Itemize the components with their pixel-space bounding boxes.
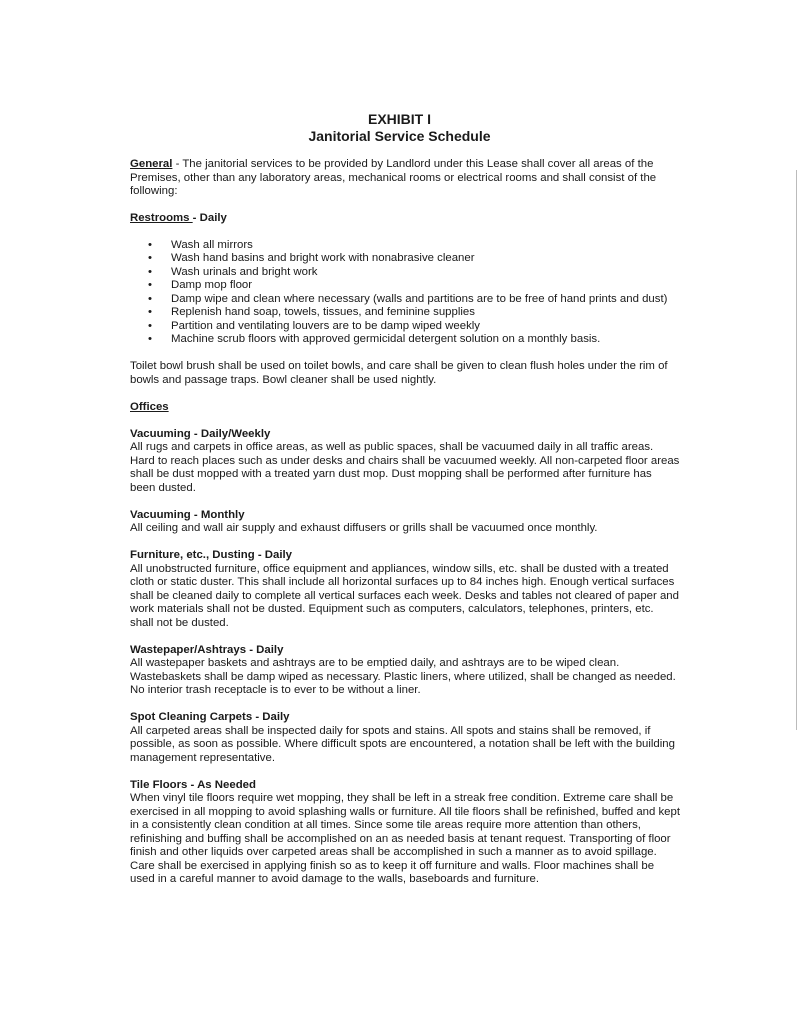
section-vacuuming-daily-weekly <box>130 428 680 496</box>
list-item: • Damp mop floor <box>130 279 680 293</box>
section-wastepaper-ashtrays <box>130 644 680 698</box>
document-title: Janitorial Service Schedule <box>308 128 491 144</box>
document-header <box>0 111 799 145</box>
section-text: All unobstructed furniture, office equipment and appliances, window sills, etc. shall be dusted with a treated cloth or static duster. This shall include all horizontal surfaces up to 84 inches high. Enough vertical surfaces shall be cleaned daily to complete all vertical surfaces each week. Desks and tables not cleared of paper and work materials shall not be dusted. Equipment such as computers, calculators, telephones, printers, etc. shall not be dusted. <box>130 562 679 629</box>
restrooms-heading <box>130 212 680 226</box>
section-text: All ceiling and wall air supply and exhaust diffusers or grills shall be vacuumed once monthly. <box>130 522 598 534</box>
section-tile-floors <box>130 779 680 887</box>
general-paragraph <box>130 158 680 199</box>
section-text: All rugs and carpets in office areas, as well as public spaces, shall be vacuumed daily in all traffic areas. Hard to reach places such as under desks and chairs shall be vacuumed weekly. All non-carpeted floor areas shall be dust mopped with a treated yarn dust mop. Dust mopping shall be performed after furniture has been dusted. <box>130 441 680 494</box>
general-label: General <box>130 158 173 170</box>
list-item: • Wash hand basins and bright work with nonabrasive cleaner <box>130 252 680 266</box>
section-heading: Vacuuming - Monthly <box>130 508 245 521</box>
restrooms-note: Toilet bowl brush shall be used on toilet bowls, and care shall be given to clean flush holes under the rim of bowls and passage traps. Bowl cleaner shall be used nightly. <box>130 360 668 386</box>
list-item: • Wash urinals and bright work <box>130 266 680 280</box>
scan-edge-line <box>796 170 797 730</box>
section-heading: Vacuuming - Daily/Weekly <box>130 427 271 440</box>
section-heading: Tile Floors - As Needed <box>130 778 256 791</box>
list-item: • Replenish hand soap, towels, tissues, and feminine supplies <box>130 306 680 320</box>
section-text: All carpeted areas shall be inspected daily for spots and stains. All spots and stains shall be removed, if possible, as soon as possible. Where difficult spots are encountered, a notation shall be left with the building management representative. <box>130 724 675 764</box>
section-heading: Spot Cleaning Carpets - Daily <box>130 711 290 723</box>
list-item: • Damp wipe and clean where necessary (walls and partitions are to be free of hand prints and dust) <box>130 293 680 307</box>
section-furniture-dusting <box>130 549 680 630</box>
section-spot-cleaning-carpets <box>130 711 680 765</box>
section-heading: Furniture, etc., Dusting - Daily <box>130 549 293 561</box>
exhibit-label: EXHIBIT I <box>367 111 431 127</box>
section-vacuuming-monthly <box>130 509 680 536</box>
restrooms-suffix: - Daily <box>192 212 227 224</box>
list-item: • Wash all mirrors <box>130 239 680 253</box>
list-item: • Machine scrub floors with approved germicidal detergent solution on a monthly basis. <box>130 333 680 347</box>
section-text: All wastepaper baskets and ashtrays are to be emptied daily, and ashtrays are to be wiped clean. Wastebaskets shall be damp wiped as necessary. Plastic liners, where utilized, shall be changed as needed. No interior trash receptacle is to ever to be without a liner. <box>130 657 676 696</box>
section-text: When vinyl tile floors require wet mopping, they shall be left in a streak free condition. Extreme care shall be exercised in all mopping to avoid splashing walls or furniture. All tile floors shall be refinished, buffed and kept in a consistently clean condition at all times. Since some tile areas require more attention than others, refinishing and buffing shall be accomplished on an as needed basis at tenant request. Transporting of floor finish and other liquids over carpeted areas shall be accomplished in such a manner as to avoid spillage. Care shall be exercised in applying finish so as to keep it off furniture and walls. Floor machines shall be used in a careful manner to avoid damage to the walls, baseboards and furniture. <box>130 792 681 885</box>
restrooms-task-list <box>130 239 680 347</box>
offices-heading: Offices <box>130 400 169 413</box>
list-item: • Partition and ventilating louvers are to be damp wiped weekly <box>130 320 680 334</box>
document-body <box>130 158 680 887</box>
general-text: - The janitorial services to be provided by Landlord under this Lease shall cover all areas of the Premises, other than any laboratory areas, mechanical rooms or electrical rooms and shall consist of the following: <box>130 158 657 197</box>
section-heading: Wastepaper/Ashtrays - Daily <box>130 643 284 656</box>
restrooms-label: Restrooms <box>130 212 193 224</box>
